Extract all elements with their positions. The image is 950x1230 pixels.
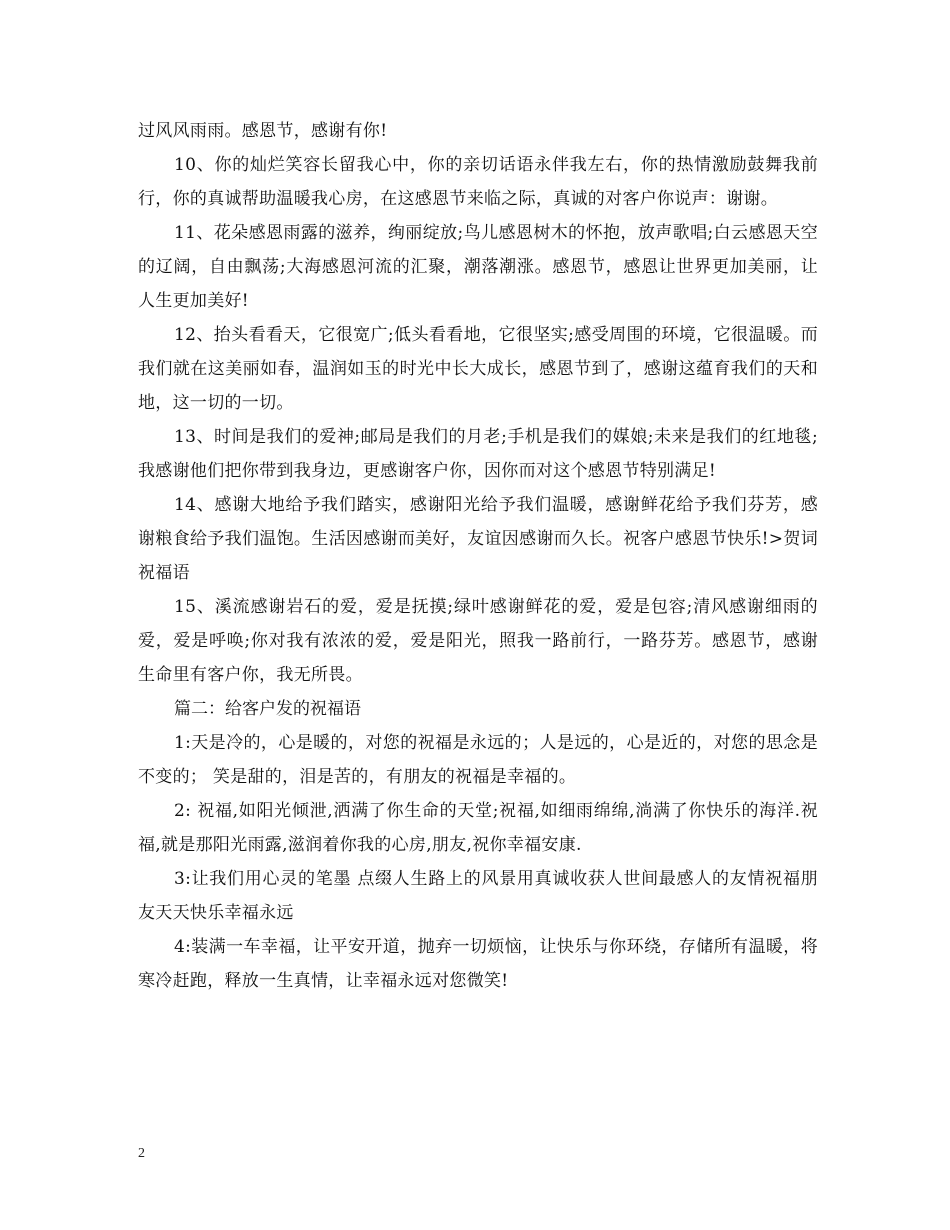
paragraph-wish-2: 2: 祝福,如阳光倾泄,洒满了你生命的天堂;祝福,如细雨绵绵,淌满了你快乐的海洋.祝福,就是那阳光雨露,滋润着你我的心房,朋友,祝你幸福安康. xyxy=(138,801,818,855)
paragraph-item-10: 10、你的灿烂笑容长留我心中，你的亲切话语永伴我左右，你的热情激励鼓舞我前行，你的真诚帮助温暖我心房，在这感恩节来临之际，真诚的对客户你说声：谢谢。 xyxy=(138,155,818,209)
paragraph-wish-1: 1:天是冷的，心是暖的，对您的祝福是永远的；人是远的，心是近的，对您的思念是不变的； 笑是甜的，泪是苦的，有朋友的祝福是幸福的。 xyxy=(138,733,818,787)
paragraph-item-14: 14、感谢大地给予我们踏实，感谢阳光给予我们温暖，感谢鲜花给予我们芬芳，感谢粮食给予我们温饱。生活因感谢而美好，友谊因感谢而久长。祝客户感恩节快乐!>贺词祝福语 xyxy=(138,495,818,583)
document-body xyxy=(138,114,818,998)
paragraph-item-11: 11、花朵感恩雨露的滋养，绚丽绽放;鸟儿感恩树木的怀抱，放声歌唱;白云感恩天空的辽阔，自由飘荡;大海感恩河流的汇聚，潮落潮涨。感恩节，感恩让世界更加美丽，让人生更加美好! xyxy=(138,223,818,311)
paragraph-item-12: 12、抬头看看天，它很宽广;低头看看地，它很坚实;感受周围的环境，它很温暖。而我们就在这美丽如春，温润如玉的时光中长大成长，感恩节到了，感谢这蕴育我们的天和地，这一切的一切。 xyxy=(138,325,818,413)
paragraph-continuation: 过风风雨雨。感恩节，感谢有你! xyxy=(138,121,388,141)
paragraph-wish-3: 3:让我们用心灵的笔墨 点缀人生路上的风景用真诚收获人世间最感人的友情祝福朋友天天快乐幸福永远 xyxy=(138,869,818,923)
page-number: 2 xyxy=(138,1146,145,1161)
section-heading: 篇二：给客户发的祝福语 xyxy=(174,699,361,719)
paragraph-wish-4: 4:装满一车幸福，让平安开道，抛弃一切烦恼，让快乐与你环绕，存储所有温暖，将寒冷赶跑，释放一生真情，让幸福永远对您微笑! xyxy=(138,937,818,991)
paragraph-item-13: 13、时间是我们的爱神;邮局是我们的月老;手机是我们的媒娘;未来是我们的红地毯;我感谢他们把你带到我身边，更感谢客户你，因你而对这个感恩节特别满足! xyxy=(138,427,818,481)
paragraph-item-15: 15、溪流感谢岩石的爱，爱是抚摸;绿叶感谢鲜花的爱，爱是包容;清风感谢细雨的爱，爱是呼唤;你对我有浓浓的爱，爱是阳光，照我一路前行，一路芬芳。感恩节，感谢生命里有客户你，我无所畏。 xyxy=(138,597,818,685)
